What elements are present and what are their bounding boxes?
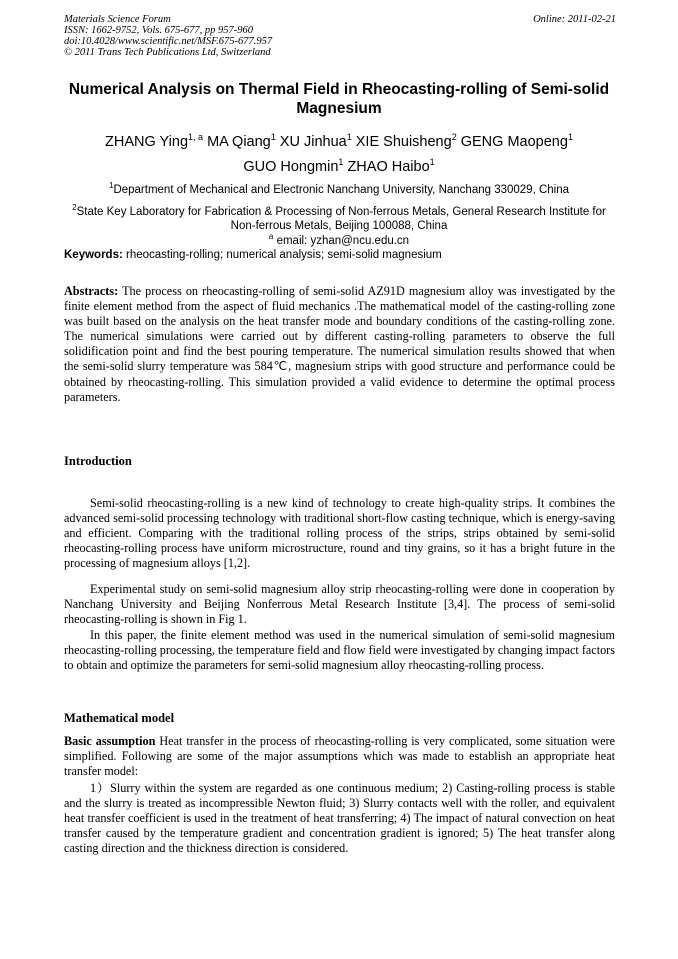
affiliation-sup: 2: [72, 203, 77, 212]
author-sup: 1: [346, 132, 352, 142]
online-date: Online: 2011-02-21: [533, 14, 616, 25]
author-sup: 2: [451, 132, 457, 142]
introduction-heading: Introduction: [64, 454, 132, 468]
math-model-heading: Mathematical model: [64, 711, 175, 725]
abstract: [64, 284, 615, 405]
author-sup: 1: [567, 132, 573, 142]
assumption-text: Heat transfer in the process of rheocasting-rolling is very complicated, some situation were simplified. Following are some of the major assumptions which was made to establish an appropriate heat transfer model:: [64, 734, 615, 779]
intro-paragraph-1: Semi-solid rheocasting-rolling is a new kind of technology to create high-quality strips. It combines the advanced semi-solid processing technology with traditional short-flow casting technique, which is energy-saving and efficient. Comparing with the traditional rolling process of the strips, strips obtained by semi-solid rheocasting-rolling process have uniform microstructure, round and tiny grains, so it has a bright future in the processing of magnesium alloys [1,2].: [64, 496, 615, 571]
keywords-label: Keywords:: [64, 249, 123, 261]
affiliation-2: [64, 205, 614, 233]
author-name: MA Qiang: [207, 134, 271, 150]
author-name: ZHANG Ying: [105, 134, 189, 150]
keywords: [64, 248, 616, 262]
email-line: [64, 234, 614, 248]
paper-title: Numerical Analysis on Thermal Field in Rheocasting-rolling of Semi-solid Magnesium: [68, 81, 610, 117]
assumption-label: Basic assumption: [64, 734, 156, 748]
author-sup: 1: [429, 157, 435, 167]
author-sup: 1, a: [188, 132, 204, 142]
author-sup: 1: [338, 157, 344, 167]
running-header: [64, 14, 616, 58]
copyright-line: © 2011 Trans Tech Publications Ltd, Switzerland: [64, 47, 271, 58]
assumption-paragraph: [64, 734, 615, 779]
intro-paragraph-2: Experimental study on semi-solid magnesium alloy strip rheocasting-rolling were done in cooperation by Nanchang University and Beijing Nonferrous Metal Research Institute [3,4]. The process of semi-solid rheocasting-rolling is shown in Fig 1.: [64, 582, 615, 627]
email-text: email: yzhan@ncu.edu.cn: [276, 235, 410, 247]
affiliation-sup: 1: [108, 181, 114, 190]
journal-name: Materials Science Forum: [64, 14, 171, 25]
author-list: [64, 130, 614, 180]
affiliation-1: [64, 183, 614, 197]
affiliation-text: Department of Mechanical and Electronic Nanchang University, Nanchang 330029, China: [113, 184, 570, 196]
author-line-1: [64, 130, 614, 155]
author-name: XU Jinhua: [279, 134, 347, 150]
author-name: GENG Maopeng: [460, 134, 568, 150]
abstract-label: Abstracts:: [64, 284, 119, 298]
issn-line: ISSN: 1662-9752, Vols. 675-677, pp 957-960: [64, 25, 253, 36]
author-line-2: [64, 155, 614, 180]
author-name: GUO Hongmin: [243, 159, 339, 175]
author-name: ZHAO Haibo: [347, 159, 430, 175]
author-sup: 1: [270, 132, 276, 142]
keywords-text: rheocasting-rolling; numerical analysis; semi-solid magnesium: [126, 249, 442, 261]
assumption-list: 1）Slurry within the system are regarded as one continuous medium; 2) Casting-rolling process is stable and the slurry is treated as incompressible Newton fluid; 3) Slurry contacts well with the roller, and equivalent heat transfer coefficient is used in the treatment of heat transferring; 4) The impact of natural convection on heat transfer caused by the temperature gradient and concentration gradient is ignored; 5) The heat transfer along casting direction and the thickness direction is considered.: [64, 781, 615, 856]
affiliation-text: State Key Laboratory for Fabrication & Processing of Non-ferrous Metals, General Research Institute for Non-ferrous Metals, Beijing 100088, China: [76, 206, 606, 232]
doi-line: doi:10.4028/www.scientific.net/MSF.675-677.957: [64, 36, 273, 47]
email-sup: a: [268, 232, 274, 241]
abstract-text: The process on rheocasting-rolling of semi-solid AZ91D magnesium alloy was investigated by the finite element method from the aspect of fluid mechanics .The mathematical model of the casting-rolling zone was built based on the analysis on the heat transfer mode and boundary conditions of the casting-rolling zone. The numerical simulations were carried out by different casting-rolling parameters to observe the full solidification point and find the best pouring temperature. The numerical simulation results showed that when the semi-solid slurry temperature was 584℃, magnesium strips with good structure and performance could be obtained by rheocasting-rolling. This simulation provided a valid evidence to determine the optimal process parameters.: [64, 284, 615, 404]
intro-paragraph-3: In this paper, the finite element method was used in the numerical simulation of semi-solid magnesium rheocasting-rolling processing, the temperature field and flow field were investigated by changing impact factors to obtain and optimize the parameters for semi-solid magnesium alloy rheocasting-rolling process.: [64, 628, 615, 673]
author-name: XIE Shuisheng: [355, 134, 452, 150]
